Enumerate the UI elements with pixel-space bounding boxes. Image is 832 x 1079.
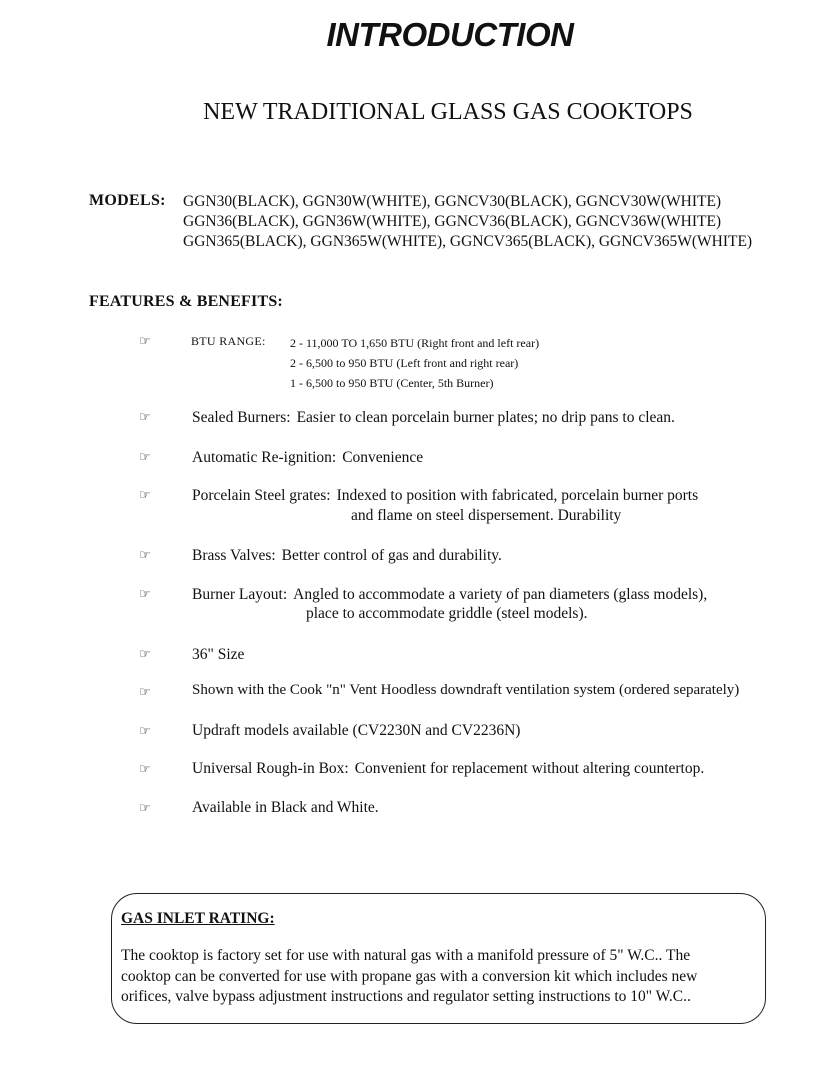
models-line: GGN365(BLACK), GGN365W(WHITE), GGNCV365(BLACK), GGNCV365W(WHITE) xyxy=(183,233,753,250)
btu-range-line: 2 - 11,000 TO 1,650 BTU (Right front and left rear) xyxy=(290,336,540,350)
gas-inlet-line: orifices, valve bypass adjustment instructions and regulator setting instructions to 10" W.C.. xyxy=(121,988,691,1005)
models-label: MODELS: xyxy=(89,192,166,209)
feature-item xyxy=(192,759,704,779)
feature-label: Burner Layout: xyxy=(192,586,288,603)
pointing-hand-icon: ☞ xyxy=(139,334,151,349)
feature-item xyxy=(192,721,520,741)
feature-continuation: place to accommodate griddle (steel models). xyxy=(306,605,588,622)
feature-text: Indexed to position with fabricated, porcelain burner ports xyxy=(336,487,699,504)
feature-continuation: and flame on steel dispersement. Durability xyxy=(351,507,622,524)
feature-item xyxy=(192,680,739,700)
models-line: GGN36(BLACK), GGN36W(WHITE), GGNCV36(BLACK), GGNCV36W(WHITE) xyxy=(183,213,722,230)
pointing-hand-icon: ☞ xyxy=(139,685,151,700)
pointing-hand-icon: ☞ xyxy=(139,587,151,602)
btu-range-line: 2 - 6,500 to 950 BTU (Left front and right rear) xyxy=(290,356,519,370)
feature-text: Convenience xyxy=(342,449,424,466)
feature-text: Available in Black and White. xyxy=(192,799,379,816)
pointing-hand-icon: ☞ xyxy=(139,410,151,425)
pointing-hand-icon: ☞ xyxy=(139,801,151,816)
feature-text: 36" Size xyxy=(192,646,245,663)
feature-text: Easier to clean porcelain burner plates; no drip pans to clean. xyxy=(296,409,675,426)
models-line: GGN30(BLACK), GGN30W(WHITE), GGNCV30(BLACK), GGNCV30W(WHITE) xyxy=(183,193,722,210)
gas-inlet-title: GAS INLET RATING: xyxy=(121,910,275,927)
feature-label: Brass Valves: xyxy=(192,547,276,564)
features-label: FEATURES & BENEFITS: xyxy=(89,293,283,310)
gas-inlet-line: cooktop can be converted for use with propane gas with a conversion kit which includes new xyxy=(121,967,698,985)
feature-text: Angled to accommodate a variety of pan diameters (glass models), xyxy=(293,586,708,603)
feature-label: Universal Rough-in Box: xyxy=(192,760,349,777)
page-subtitle: NEW TRADITIONAL GLASS GAS COOKTOPS xyxy=(203,99,693,125)
feature-item xyxy=(192,798,379,818)
btu-range-line: 1 - 6,500 to 950 BTU (Center, 5th Burner) xyxy=(290,376,494,390)
feature-text: Updraft models available (CV2230N and CV2236N) xyxy=(192,722,521,739)
pointing-hand-icon: ☞ xyxy=(139,647,151,662)
feature-item xyxy=(192,645,244,665)
btu-range-label: BTU RANGE: xyxy=(191,334,266,348)
feature-item xyxy=(192,546,502,566)
feature-text: Convenient for replacement without altering countertop. xyxy=(354,760,705,777)
gas-inlet-text xyxy=(121,946,761,1008)
pointing-hand-icon: ☞ xyxy=(139,548,151,563)
feature-text: Better control of gas and durability. xyxy=(281,547,502,564)
feature-label: Sealed Burners: xyxy=(192,409,291,426)
pointing-hand-icon: ☞ xyxy=(139,488,151,503)
feature-text: Shown with the Cook "n" Vent Hoodless downdraft ventilation system (ordered separately) xyxy=(192,682,740,698)
feature-item xyxy=(192,585,707,605)
models-list xyxy=(183,192,752,252)
gas-inlet-line: The cooktop is factory set for use with natural gas with a manifold pressure of 5" W.C.. The xyxy=(121,947,691,964)
pointing-hand-icon: ☞ xyxy=(139,450,151,465)
feature-item xyxy=(192,408,675,428)
feature-item xyxy=(192,448,423,468)
feature-item xyxy=(192,486,698,506)
btu-range-list xyxy=(290,333,539,393)
page-title: INTRODUCTION xyxy=(326,16,574,53)
pointing-hand-icon: ☞ xyxy=(139,762,151,777)
pointing-hand-icon: ☞ xyxy=(139,724,151,739)
feature-label: Automatic Re-ignition: xyxy=(192,449,337,466)
feature-label: Porcelain Steel grates: xyxy=(192,487,331,504)
